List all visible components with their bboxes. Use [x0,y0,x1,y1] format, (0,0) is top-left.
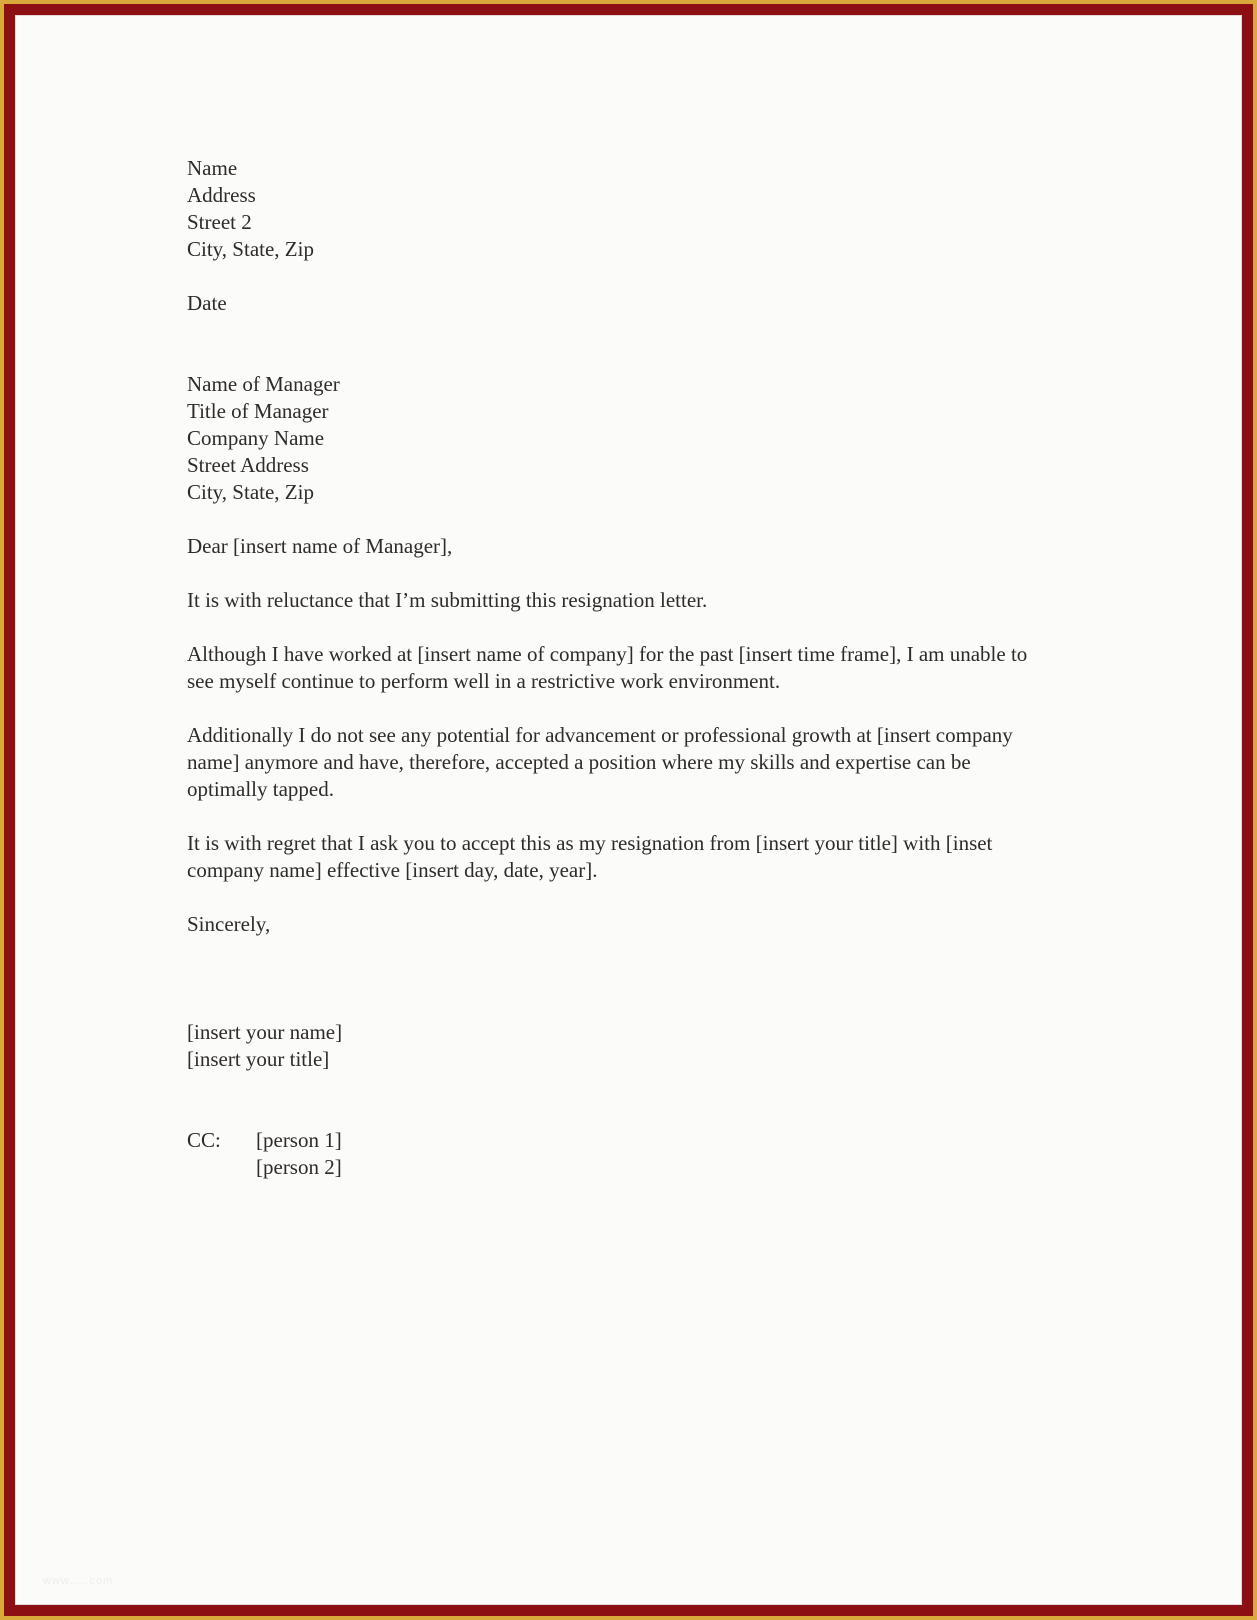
salutation: Dear [insert name of Manager], [187,534,453,558]
paragraph-intro: It is with reluctance that I’m submitting this resignation letter. [187,588,708,612]
watermark-text: www.….com [43,1575,114,1587]
recipient-street-line: Street Address [187,453,309,477]
recipient-company-line: Company Name [187,426,325,450]
sender-city-state-zip-line: City, State, Zip [187,237,314,261]
recipient-name-line: Name of Manager [187,372,340,396]
signature-title-line: [insert your title] [187,1047,330,1071]
cc-person-1: [person 1] [256,1128,342,1152]
cc-label: CC: [187,1128,221,1152]
cc-person-2: [person 2] [256,1155,342,1179]
cc-entries [256,1127,342,1181]
sender-name-line: Name [187,156,238,180]
sender-address-line: Address [187,183,256,207]
signature-block [187,1019,1035,1073]
recipient-title-line: Title of Manager [187,399,329,423]
letter-page [4,4,1253,1616]
recipient-city-state-zip-line: City, State, Zip [187,480,314,504]
closing: Sincerely, [187,912,271,936]
sender-street2-line: Street 2 [187,210,252,234]
letter-body [187,155,1035,1181]
paragraph-growth: Additionally I do not see any potential for advancement or professional growth at [insert company name] anymore and have, therefore, accepted a position where my skills and expertise can be optimally tapped. [187,723,1013,801]
cc-block [187,1127,1035,1181]
signature-name-line: [insert your name] [187,1020,343,1044]
date-line: Date [187,291,227,315]
sender-address-block [187,155,1035,263]
paragraph-reason: Although I have worked at [insert name of company] for the past [insert time frame], I am unable to see myself continue to perform well in a restrictive work environment. [187,642,1028,693]
recipient-address-block [187,371,1035,506]
paragraph-resignation: It is with regret that I ask you to accept this as my resignation from [insert your title] with [inset company name] effective [insert day, date, year]. [187,831,993,882]
